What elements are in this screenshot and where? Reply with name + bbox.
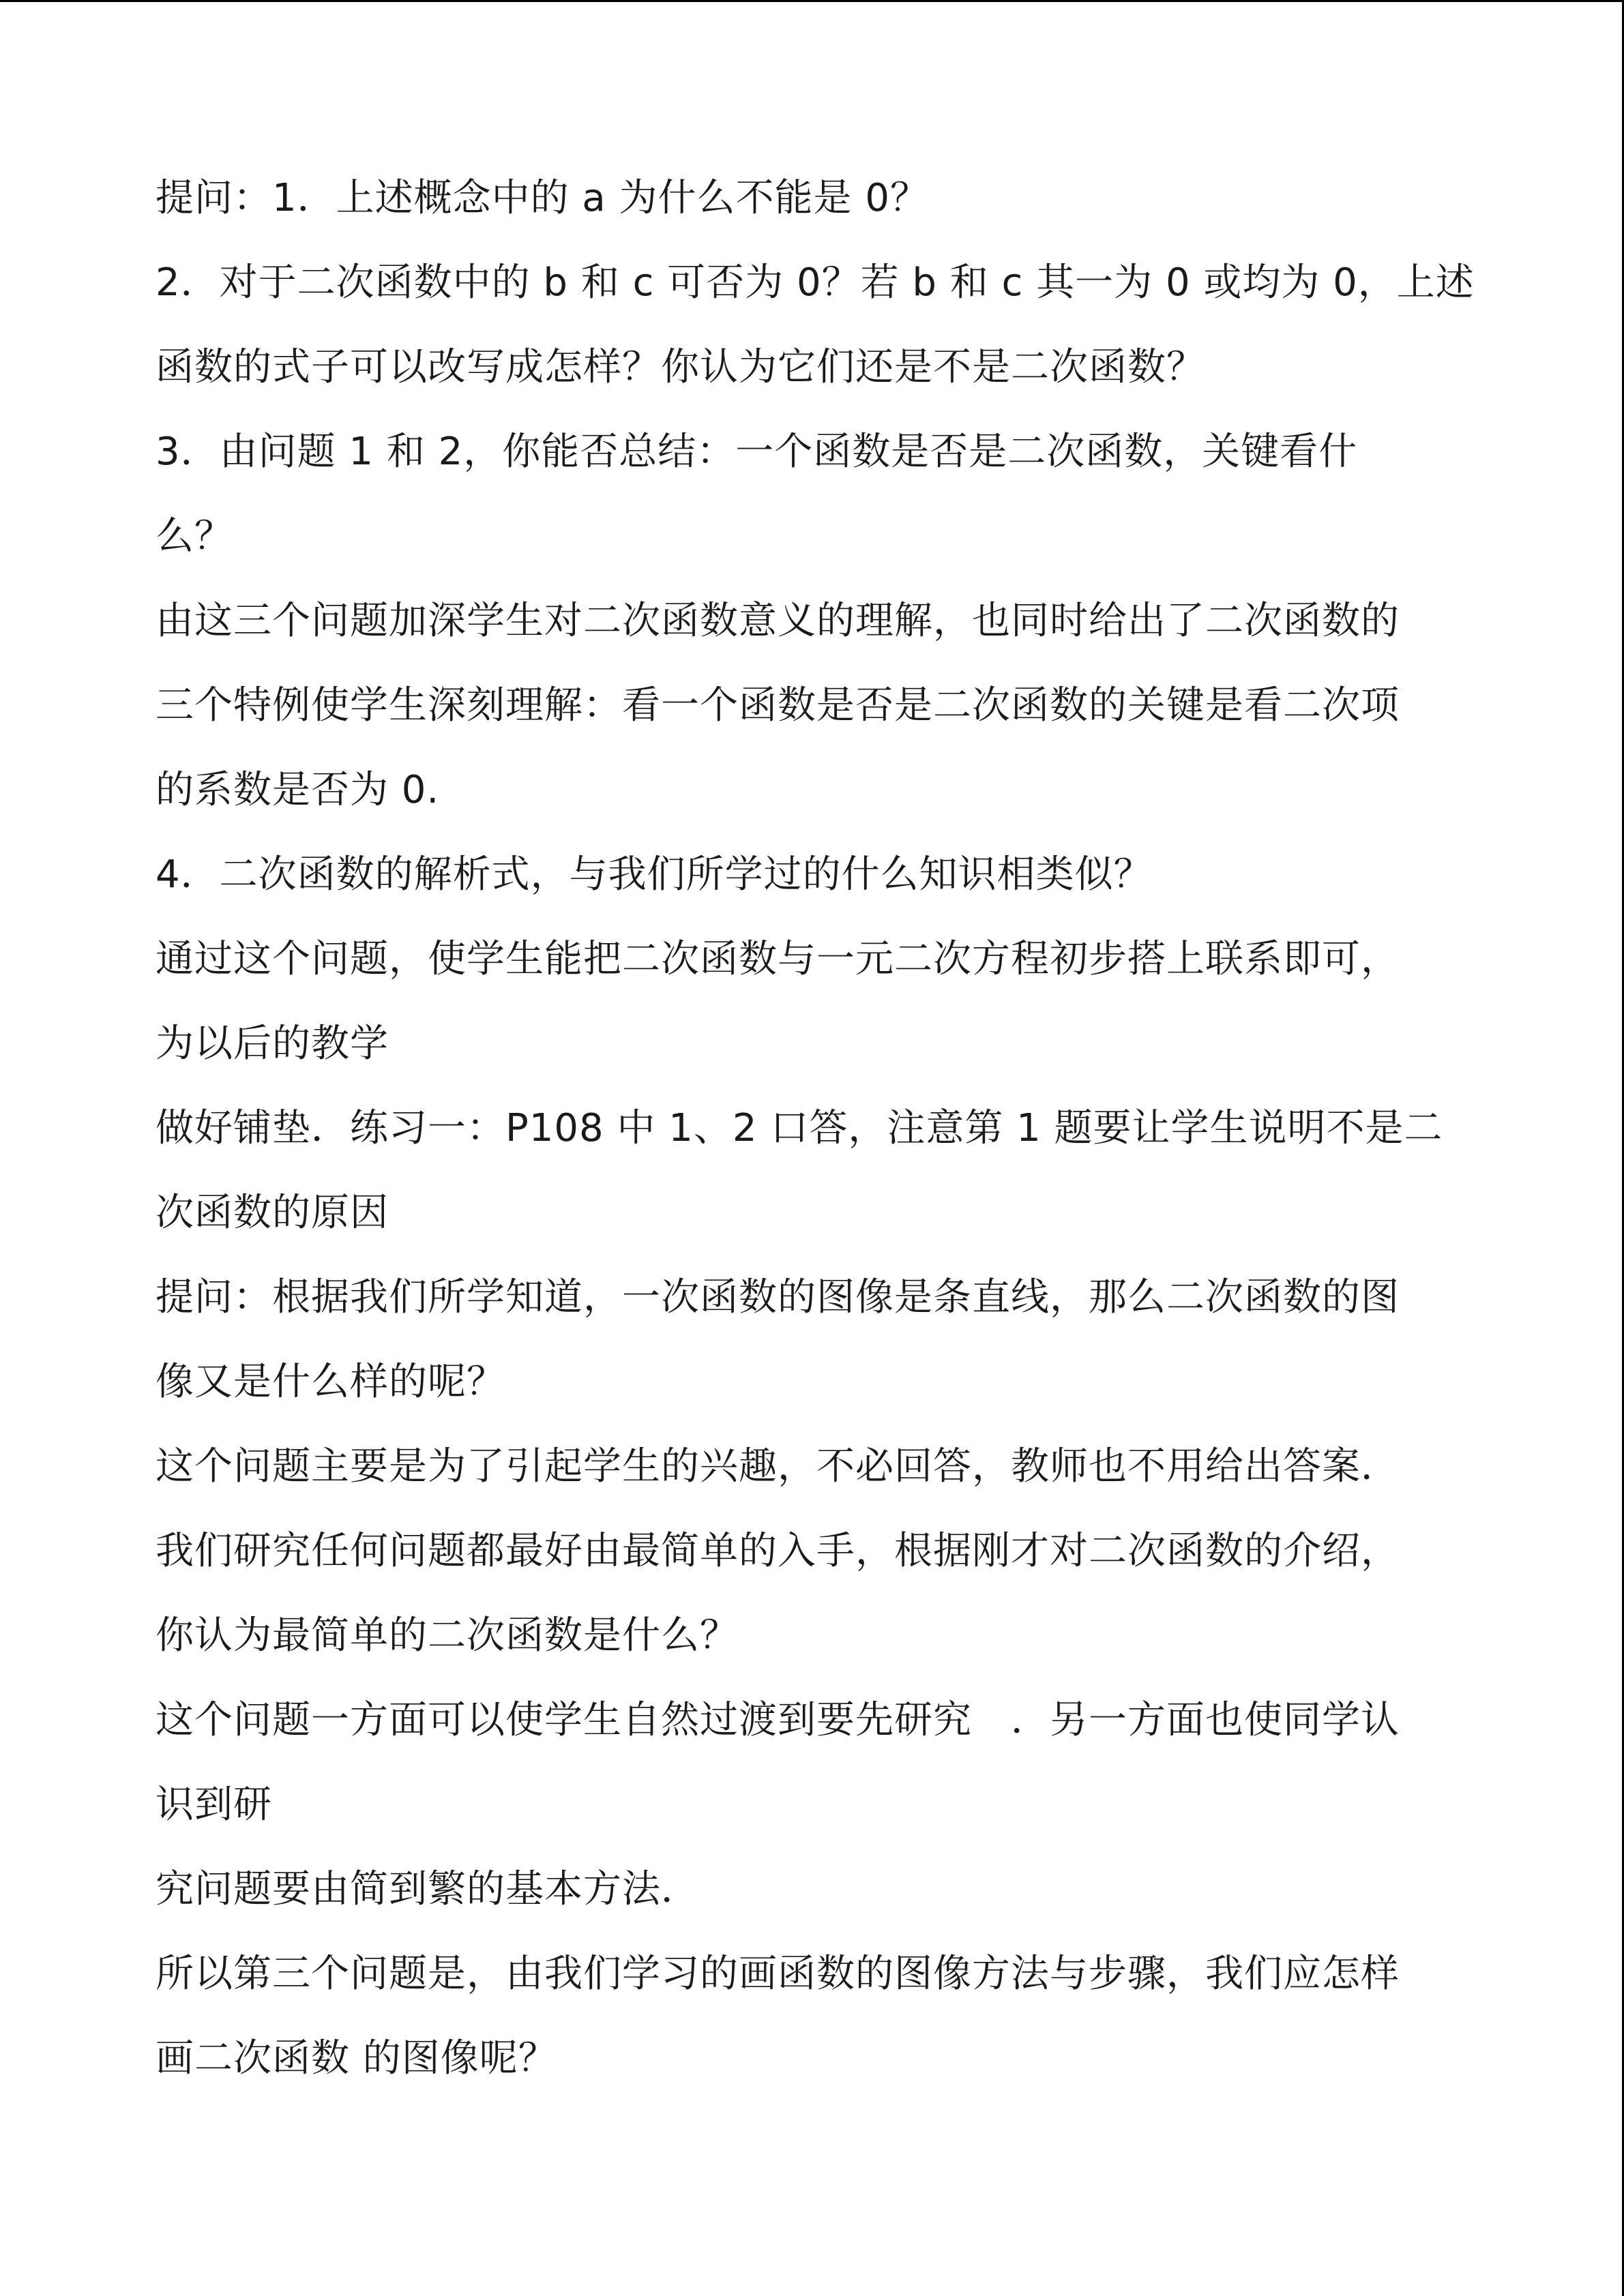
text-line: 提问：根据我们所学知道，一次函数的图像是条直线，那么二次函数的图	[156, 1275, 1400, 1320]
text-line: 4．二次函数的解析式，与我们所学过的什么知识相类似？	[156, 852, 1153, 897]
text-line: 提问：1．上述概念中的 a 为什么不能是 0？	[156, 176, 929, 220]
text-line: 么？	[156, 514, 233, 558]
text-line: 通过这个问题，使学生能把二次函数与一元二次方程初步搭上联系即可，	[156, 937, 1400, 981]
text-line: 这个问题一方面可以使学生自然过渡到要先研究 ．另一方面也使同学认	[156, 1698, 1400, 1742]
text-line: 像又是什么样的呢？	[156, 1360, 505, 1404]
text-line: 所以第三个问题是，由我们学习的画函数的图像方法与步骤，我们应怎样	[156, 1952, 1400, 1996]
text-line: 2．对于二次函数中的 b 和 c 可否为 0？若 b 和 c 其一为 0 或均为 0，上述	[156, 260, 1475, 305]
document-body	[156, 156, 1475, 2101]
text-line: 做好铺垫．练习一：P108 中 1、2 口答，注意第 1 题要让学生说明不是二	[156, 1106, 1443, 1150]
text-line: 你认为最简单的二次函数是什么？	[156, 1613, 739, 1658]
text-line: 的系数是否为 0.	[156, 768, 440, 812]
text-line: 函数的式子可以改写成怎样？你认为它们还是不是二次函数？	[156, 345, 1205, 389]
text-line: 画二次函数 的图像呢？	[156, 2036, 557, 2081]
text-line: 三个特例使学生深刻理解：看一个函数是否是二次函数的关键是看二次项	[156, 683, 1400, 728]
text-line: 由这三个问题加深学生对二次函数意义的理解，也同时给出了二次函数的	[156, 599, 1400, 643]
text-line: 这个问题主要是为了引起学生的兴趣，不必回答，教师也不用给出答案．	[156, 1444, 1400, 1489]
text-line: 究问题要由简到繁的基本方法．	[156, 1867, 700, 1911]
text-line: 识到研	[156, 1783, 272, 1827]
text-line: 次函数的原因	[156, 1191, 389, 1235]
text-line: 为以后的教学	[156, 1022, 389, 1066]
text-line: 3．由问题 1 和 2，你能否总结：一个函数是否是二次函数，关键看什	[156, 430, 1358, 474]
text-line: 我们研究任何问题都最好由最简单的入手，根据刚才对二次函数的介绍，	[156, 1529, 1400, 1573]
